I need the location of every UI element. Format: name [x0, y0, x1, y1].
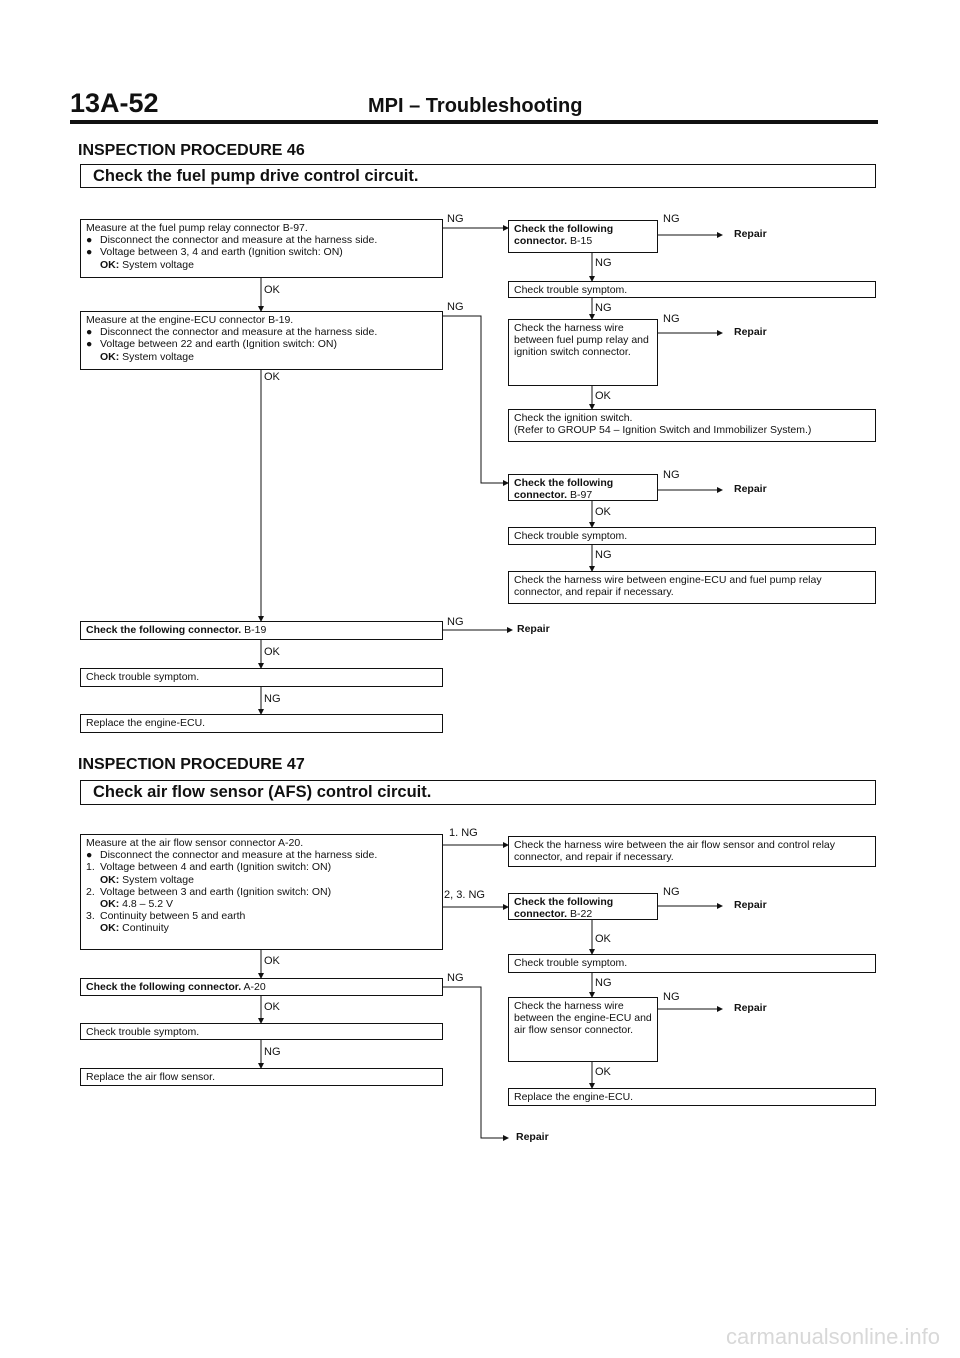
proc46-step2-box — [80, 311, 443, 370]
flow-label-ng: NG — [447, 213, 464, 225]
flow-label-ng: NG — [663, 991, 680, 1003]
ok-value: 4.8 – 5.2 V — [122, 898, 173, 911]
flow-label-ok: OK — [264, 646, 280, 658]
flow-label-ng: NG — [663, 213, 680, 225]
flow-label-ng: NG — [663, 886, 680, 898]
connector-b19-box — [80, 621, 443, 640]
box-text: (Refer to GROUP 54 – Ignition Switch and Immobilizer System.) — [514, 424, 812, 437]
replace-ecu-box — [508, 1088, 876, 1106]
repair-label: Repair — [734, 228, 767, 240]
step-number: 2. — [86, 885, 95, 898]
bullet: ● — [86, 246, 93, 259]
box-text: Check trouble symptom. — [514, 284, 628, 296]
ignition-switch-box — [508, 409, 876, 442]
trouble-symptom-box — [508, 954, 876, 973]
section-title: MPI – Troubleshooting — [368, 95, 583, 117]
connector-b22-box — [508, 893, 658, 920]
bullet: ● — [86, 849, 93, 862]
step-numbered-text: Voltage between 3 and earth (Ignition switch: ON) — [100, 885, 332, 898]
flow-label-ng: NG — [595, 257, 612, 269]
repair-label: Repair — [734, 483, 767, 495]
step-bullet-text: Disconnect the connector and measure at the harness side. — [100, 326, 378, 339]
repair-label: Repair — [734, 326, 767, 338]
box-text: Check the harness wire between fuel pump relay and ignition switch connector. — [514, 322, 649, 359]
proc46-title: INSPECTION PROCEDURE 46 — [78, 142, 305, 159]
repair-label: Repair — [517, 623, 550, 635]
flow-label-ok: OK — [264, 955, 280, 967]
ok-value: Continuity — [122, 922, 169, 935]
flow-label-ok: OK — [595, 390, 611, 402]
ok-label: OK: — [100, 922, 120, 935]
bullet: ● — [86, 326, 93, 339]
flow-label-ok: OK — [264, 371, 280, 383]
connector-check-text: Check the following connector. — [514, 223, 614, 248]
flow-label-ok: OK — [264, 1001, 280, 1013]
ok-label: OK: — [100, 873, 120, 886]
harness-relay-ignition-box — [508, 319, 658, 386]
proc46-banner: Check the fuel pump drive control circuit. — [80, 164, 876, 188]
connector-code: B-15 — [570, 235, 593, 248]
flow-label-ng: NG — [595, 302, 612, 314]
step-bullet-text: Voltage between 3, 4 and earth (Ignition switch: ON) — [100, 246, 343, 259]
connector-check-text: Check the following connector. — [514, 896, 614, 921]
box-text: Check the harness wire between the air flow sensor and control relay connector, and repair if necessary. — [514, 839, 835, 864]
replace-afs-box — [80, 1068, 443, 1086]
flow-label-ng: NG — [264, 693, 281, 705]
box-text: Replace the engine-ECU. — [86, 717, 206, 729]
watermark: carmanualsonline.info — [725, 1324, 940, 1349]
harness-ecu-relay-box — [508, 571, 876, 604]
connector-b15-box — [508, 220, 658, 253]
ok-label: OK: — [100, 350, 120, 363]
flow-label-ng: NG — [264, 1046, 281, 1058]
connector-check-text: Check the following connector. — [86, 624, 242, 636]
flow-label-ng: NG — [595, 977, 612, 989]
proc46-step1-box — [80, 219, 443, 278]
ok-value: System voltage — [122, 873, 194, 886]
connector-b97-box — [508, 474, 658, 501]
box-text: Check the harness wire between engine-ECU and fuel pump relay connector, and repair if necessary. — [514, 574, 822, 599]
connector-check-text: Check the following connector. — [86, 981, 242, 993]
ok-label: OK: — [100, 898, 120, 911]
bullet: ● — [86, 338, 93, 351]
flow-label-ok: OK — [264, 284, 280, 296]
trouble-symptom-box — [80, 1023, 443, 1040]
box-text: Replace the engine-ECU. — [514, 1091, 634, 1103]
connector-check-text: Check the following connector. — [514, 477, 614, 502]
connector-code: B-97 — [570, 489, 593, 502]
step-number: 3. — [86, 910, 95, 923]
step-numbered-text: Continuity between 5 and earth — [100, 910, 246, 923]
ok-label: OK: — [100, 258, 120, 271]
box-text: Check the ignition switch. — [514, 412, 633, 424]
step-bullet-text: Disconnect the connector and measure at the harness side. — [100, 234, 378, 247]
flow-label-ng: NG — [663, 313, 680, 325]
bullet: ● — [86, 234, 93, 247]
connector-code: B-19 — [244, 624, 267, 636]
replace-ecu-box — [80, 714, 443, 733]
connector-code: A-20 — [243, 981, 266, 993]
flow-label-ng: NG — [447, 972, 464, 984]
box-text: Check trouble symptom. — [86, 671, 200, 683]
proc47-step1-box — [80, 834, 443, 950]
harness-ecu-afs-box — [508, 997, 658, 1062]
box-text: Replace the air flow sensor. — [86, 1071, 215, 1083]
flow-label-ok: OK — [595, 1066, 611, 1078]
box-text: Check trouble symptom. — [514, 530, 628, 542]
trouble-symptom-box — [508, 527, 876, 545]
step-line: Measure at the fuel pump relay connector B-97. — [86, 222, 308, 234]
step-numbered-text: Voltage between 4 and earth (Ignition switch: ON) — [100, 861, 332, 874]
step-bullet-text: Voltage between 22 and earth (Ignition switch: ON) — [100, 338, 337, 351]
proc47-title: INSPECTION PROCEDURE 47 — [78, 756, 305, 773]
step-line: Measure at the engine-ECU connector B-19. — [86, 314, 294, 326]
trouble-symptom-box — [80, 668, 443, 687]
flow-label-ng: NG — [663, 469, 680, 481]
step-bullet-text: Disconnect the connector and measure at the harness side. — [100, 849, 378, 862]
flow-label-ok: OK — [595, 506, 611, 518]
ok-value: System voltage — [122, 350, 194, 363]
step-line: Measure at the air flow sensor connector A-20. — [86, 837, 304, 849]
page-number: 13A-52 — [70, 88, 159, 118]
flow-label-ng: NG — [595, 549, 612, 561]
box-text: Check trouble symptom. — [514, 957, 628, 969]
flow-label-ok: OK — [595, 933, 611, 945]
connector-code: B-22 — [570, 908, 593, 921]
box-text: Check trouble symptom. — [86, 1026, 200, 1038]
repair-label: Repair — [516, 1131, 549, 1143]
flow-label-ng: 1. NG — [449, 827, 478, 839]
flow-label-ng: NG — [447, 301, 464, 313]
box-text: Check the harness wire between the engine-ECU and air flow sensor connector. — [514, 1000, 652, 1037]
connector-a20-box — [80, 978, 443, 996]
repair-label: Repair — [734, 1002, 767, 1014]
ok-value: System voltage — [122, 258, 194, 271]
flow-label-ng: NG — [447, 616, 464, 628]
step-number: 1. — [86, 861, 95, 874]
flow-label-ng: 2, 3. NG — [444, 889, 485, 901]
harness-afs-relay-box — [508, 836, 876, 867]
trouble-symptom-box — [508, 281, 876, 298]
repair-label: Repair — [734, 899, 767, 911]
proc47-banner: Check air flow sensor (AFS) control circuit. — [80, 780, 876, 805]
